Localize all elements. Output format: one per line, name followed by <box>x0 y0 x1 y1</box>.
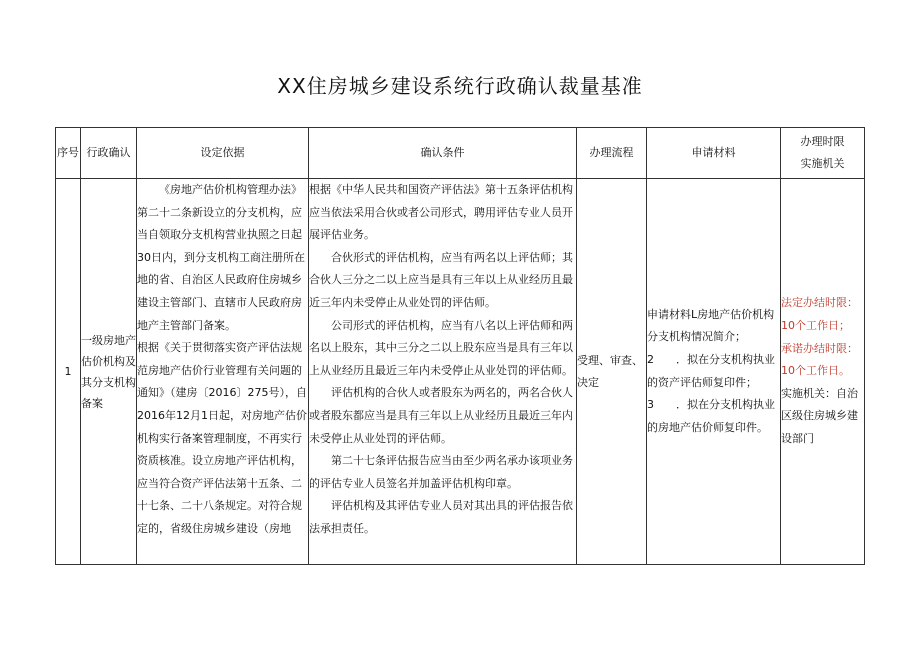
basis-paragraph: 根据《关于贯彻落实资产评估法规范房地产估价行业管理有关问题的通知》（建房〔2016〕275号），自2016年12月1日起，对房地产估价机构实行备案管理制度，不再实行资质核准。设立房地产评估机构，应当符合资产评估法第十五条、二十七条、二十八条规定。对符合规定的，省级住房城乡建设（房地 <box>137 341 307 535</box>
row-seq: 1 <box>56 179 81 565</box>
header-time-agency <box>781 128 865 179</box>
header-agency: 实施机关 <box>800 157 845 170</box>
header-basis: 设定依据 <box>137 128 309 179</box>
condition-paragraph: 第二十七条评估报告应当由至少两名承办该项业务的评估专业人员签名并加盖评估机构印章。 <box>309 454 573 490</box>
condition-paragraph: 根据《中华人民共和国资产评估法》第十五条评估机构应当依法采用合伙或者公司形式，聘用评估专业人员开展评估业务。 <box>309 183 573 242</box>
condition-paragraph: 公司形式的评估机构，应当有八名以上评估师和两名以上股东，其中三分之二以上股东应当是具有三年以上从业经历且最近三年内未受停止从业处罚的评估师。 <box>309 318 573 377</box>
promised-time-limit: 承诺办结时限：10个工作日。 <box>781 341 858 378</box>
row-category: 一级房地产估价机构及其分支机构备案 <box>81 179 137 565</box>
header-seq: 序号 <box>56 128 81 179</box>
basis-paragraph: 《房地产估价机构管理办法》第二十二条新设立的分支机构，应当自领取分支机构营业执照之日起30日内，到分支机构工商注册所在地的省、自治区人民政府住房城乡建设主管部门、直辖市人民政府房地产主管部门备案。 <box>137 183 305 332</box>
condition-paragraph: 合伙形式的评估机构，应当有两名以上评估师；其合伙人三分之二以上应当是具有三年以上从业经历且最近三年内未受停止从业处罚的评估师。 <box>309 250 573 309</box>
row-basis <box>137 179 309 565</box>
header-process: 办理流程 <box>577 128 647 179</box>
header-materials: 申请材料 <box>647 128 781 179</box>
implementing-agency: 实施机关：自治区级住房城乡建设部门 <box>781 386 858 445</box>
condition-paragraph: 评估机构及其评估专业人员对其出具的评估报告依法承担责任。 <box>309 499 573 535</box>
row-materials <box>647 179 781 565</box>
material-item: 申请材料L房地产估价机构分支机构情况简介； <box>647 307 775 344</box>
table-row <box>56 179 865 565</box>
header-row <box>56 128 865 179</box>
page-title: XX住房城乡建设系统行政确认裁量基准 <box>277 74 643 98</box>
material-item: 3 ．拟在分支机构执业的房地产估价师复印件。 <box>647 398 775 434</box>
condition-paragraph: 评估机构的合伙人或者股东为两名的，两名合伙人或者股东都应当是具有三年以上从业经历且最近三年内未受停止从业处罚的评估师。 <box>309 386 573 445</box>
row-process: 受理、审查、决定 <box>577 179 647 565</box>
header-category: 行政确认 <box>81 128 137 179</box>
material-item: 2 ．拟在分支机构执业的资产评估师复印件； <box>647 352 775 389</box>
legal-time-limit: 法定办结时限：10个工作日； <box>781 296 858 333</box>
row-conditions <box>309 179 577 565</box>
header-time: 办理时限 <box>800 135 845 148</box>
header-conditions: 确认条件 <box>309 128 577 179</box>
discretion-table <box>55 127 865 565</box>
row-time-agency <box>781 179 865 565</box>
